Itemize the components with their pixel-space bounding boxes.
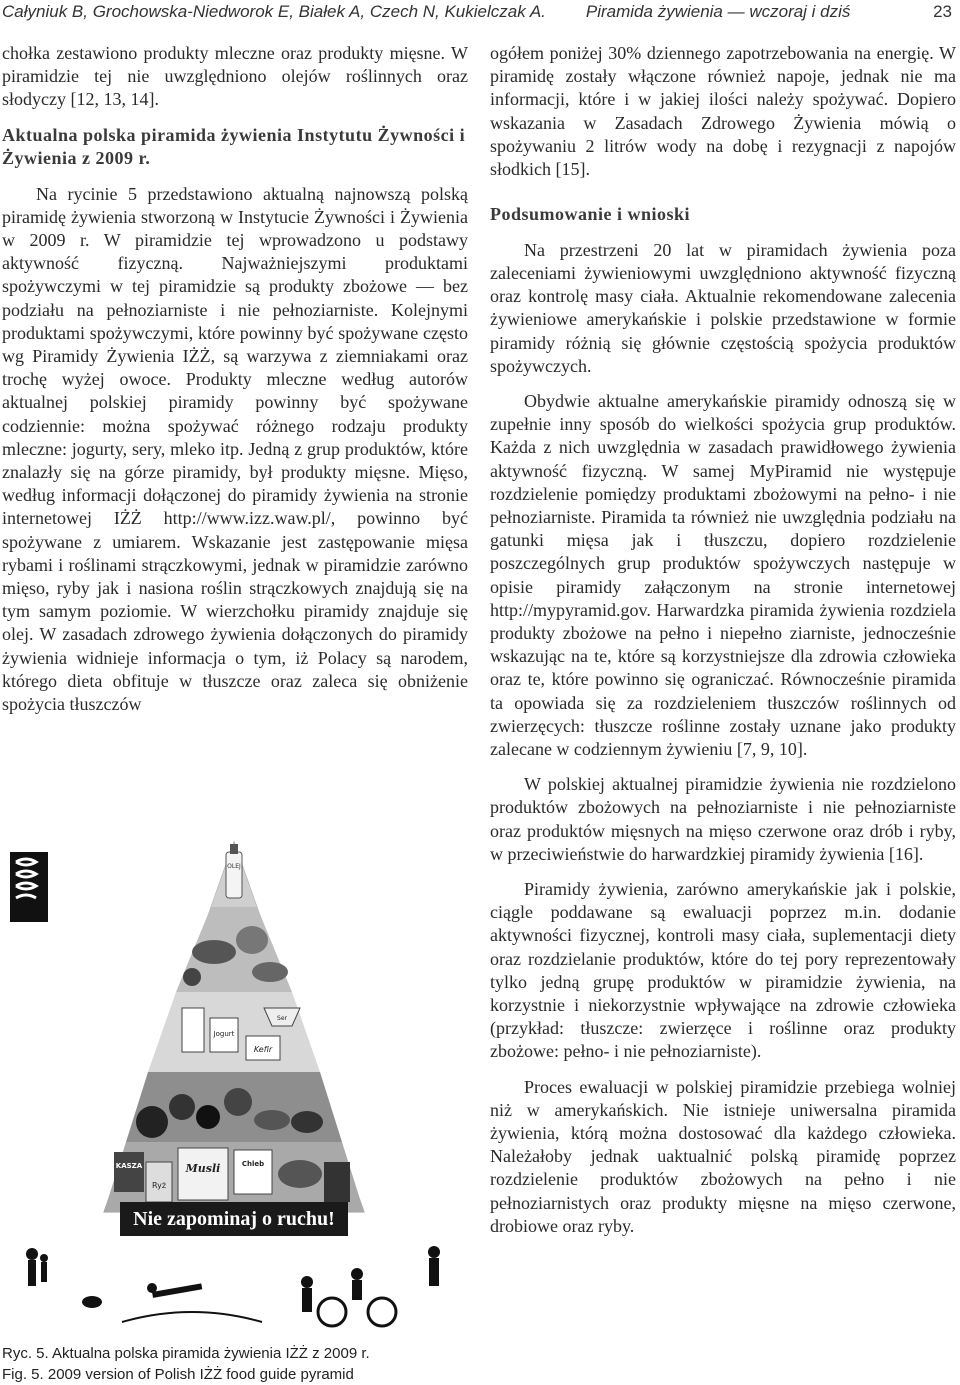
section-heading-summary: Podsumowanie i wnioski — [490, 204, 691, 225]
pepper-icon — [291, 1111, 323, 1133]
kasza-label: KASZA — [115, 1162, 143, 1170]
activity-figures — [26, 1246, 440, 1326]
paragraph: Obydwie aktualne amerykańskie piramidy odnoszą się w zupełnie inny sposób do wielkości spożycia grup produktów. Każda z nich uwzględnia w zasadach prawidłowego żywienia aktywność fizyczną. W samej MyPiramid nie występuje rozdzielenie pomiędzy produktami zbożowymi na pełno- i nie pełnoziarniste. Piramida ta również nie uwzględnia podziału na gatunki mięsa jak i tłuszczu, dopiero rozdzielenie poszczególnych grup produktów spożywczych następuje w opisie piramidy załączonym na stronie internetowej http://mypyramid.gov. Harwardzka piramida żywienia rozdziela produkty zbożowe na pełno i niepełno ziarniste, jednocześnie wskazując na te, które są korzystniejsze dla zdrowia człowieka oraz te, które powinno się ograniczać. Równocześnie piramida ta opowiada się za rozdzieleniem tłuszczów roślinnych od zwierzęcych: tłuszcze roślinne zostały uznane jako produkty zalecane w codziennym żywieniu [7, 9, 10]. — [490, 390, 956, 759]
pyramid-illustration — [2, 822, 468, 1342]
running-header — [0, 2, 960, 24]
carrot-icon — [254, 1110, 290, 1130]
yogurt-label: Jogurt — [213, 1030, 235, 1038]
left-column — [2, 42, 468, 716]
beans-icon — [183, 968, 201, 986]
oil-bottle-icon — [226, 844, 242, 898]
pasta-pack-icon — [324, 1162, 350, 1202]
tomato-icon — [196, 1105, 220, 1129]
right-column — [490, 42, 956, 1238]
paragraph: Na rycinie 5 przedstawiono aktualną najnowszą polską piramidę żywienia stworzoną w Instytucie Żywności i Żywienia w 2009 r. W piramidzie tej wprowadzono u podstawy aktywność fizyczną. Najważniejszymi produktami spożywczymi w tej piramidzie są produkty zbożowe — bez podziału na pełnoziarniste i nie pełnoziarniste. Kolejnymi produktami spożywczymi, które powinny być spożywane często wg Piramidy Żywienia IŻŻ, są warzywa z ziemniakami oraz trochę wyżej owoce. Produkty mleczne według autorów aktualnej polskiej piramidy powinny być spożywane codziennie: można spożywać różnego rodzaju produkty mleczne: jogurty, sery, mleko itp. Jedną z grup produktów, które znalazły się na górze piramidy, był produkty mięsne. Mięso, według informacji dołączonej do piramidy żywienia na stronie internetowej IŻŻ http://www.izz.waw.pl/, powinno być spożywane z umiarem. Wskazanie jest zastępowanie mięsa rybami i roślinami strączkowymi, jednak w piramidzie zarówno mięso, ryby jak i nasiona roślin strączkowych znajdują się na tym samym poziomie. W wierzchołku piramidy znajduje się olej. W zasadach zdrowego żywienia dołączonych do piramidy żywienia widnieje informacja o tym, iż Polacy są narodem, którego dieta obfituje w tłuszcze oraz zaleca się obniżenie spożycia tłuszczów — [2, 183, 468, 715]
apple-icon — [169, 1094, 195, 1120]
oil-label: OLEJ — [227, 863, 241, 870]
fish-icon — [192, 940, 236, 964]
cheese-label: Ser — [277, 1015, 287, 1022]
section-heading: Aktualna polska piramida żywienia Instytutu Żywności i Żywienia z 2009 r. — [2, 124, 466, 169]
pyramid-figure — [2, 822, 468, 1342]
bread-label: Chleb — [241, 1160, 265, 1168]
activity-banner: Nie zapominaj o ruchu! — [120, 1202, 348, 1236]
onion-icon — [224, 1088, 252, 1116]
kasza-box-icon — [114, 1152, 144, 1192]
rice-label: Ryż — [151, 1181, 167, 1190]
paragraph: W polskiej aktualnej piramidzie żywienia nie rozdzielono produktów zbożowych na pełnoziarniste i nie pełnoziarniste oraz produktów mięsnych na mięso czerwone oraz drób i ryby, w przeciwieństwie do harwardzkiej piramidy żywienia [16]. — [490, 774, 956, 864]
paragraph: Na przestrzeni 20 lat w piramidach żywienia poza zaleceniami żywieniowymi uwzględniono aktywność fizyczną oraz kontrolę masy ciała. Aktualnie rekomendowane zalecenia żywieniowe amerykańskie i polskie przedstawione w formie piramidy różnią się głównie częstością spożycia produktów spożywczych. — [490, 239, 956, 376]
kefir-label: Kefir — [253, 1045, 273, 1054]
page-number: 23 — [933, 2, 952, 21]
header-title: Piramida żywienia — wczoraj i dziś — [585, 2, 851, 21]
milk-carton-icon — [182, 1008, 204, 1052]
bread-pack-icon — [234, 1150, 272, 1194]
musli-label: Musli — [185, 1162, 221, 1175]
header-authors: Całyniuk B, Grochowska-Niedworok E, Białek A, Czech N, Kukielczak A. — [2, 2, 546, 21]
izz-logo — [10, 852, 48, 922]
paragraph: Proces ewaluacji w polskiej piramidzie przebiega wolniej niż w amerykańskich. Nie istnieje uniwersalna piramida żywienia, którą można dostosować dla każdego człowieka. Należałoby jednak uaktualnić polską piramidę poprzez rozdzielenie produktów zbożowych na pełno i nie pełnoziarnistych oraz produkty mięsne na mięso czerwone, drobiowe oraz ryby. — [490, 1076, 956, 1236]
bread-loaf-icon — [278, 1160, 322, 1188]
sausage-icon — [252, 962, 288, 982]
paragraph: Piramidy żywienia, zarówno amerykańskie jak i polskie, ciągle poddawane są ewaluacji poprzez m.in. dodanie aktywności fizycznej, kontroli masy ciała, suplementacji diety oraz rozdzielanie produktów, które do tej pory reprezentowały tylko jedną grupę produktów w piramidzie żywienia, na korzystnie i niekorzystnie wpływające na zdrowie człowieka (przykład: tłuszcze: zwierzęce i roślinne oraz produkty zbożowe: pełno- i nie pełnoziarniste). — [490, 879, 956, 1062]
paragraph: chołka zestawiono produkty mleczne oraz produkty mięsne. W piramidzie tej nie uwzględniono olejów roślinnych oraz słodyczy [12, 13, 14]. — [2, 43, 468, 110]
meat-icon — [236, 926, 268, 954]
grapes-icon — [136, 1106, 168, 1138]
figure-caption-pl: Ryc. 5. Aktualna polska piramida żywienia IŻŻ z 2009 r. — [2, 1345, 370, 1362]
paragraph: ogółem poniżej 30% dziennego zapotrzebowania na energię. W piramidę zostały włączone również napoje, jednak nie ma informacji, które i w jakiej ilości należy spożywać. Dopiero wskazania w Zasadach Zdrowego Żywienia mówią o spożywaniu 2 litrów wody na dobę i rezygnacji z napojów słodkich [15]. — [490, 43, 956, 180]
figure-caption-en: Fig. 5. 2009 version of Polish IŻŻ food guide pyramid — [2, 1366, 354, 1383]
header-authors-line — [2, 2, 850, 22]
